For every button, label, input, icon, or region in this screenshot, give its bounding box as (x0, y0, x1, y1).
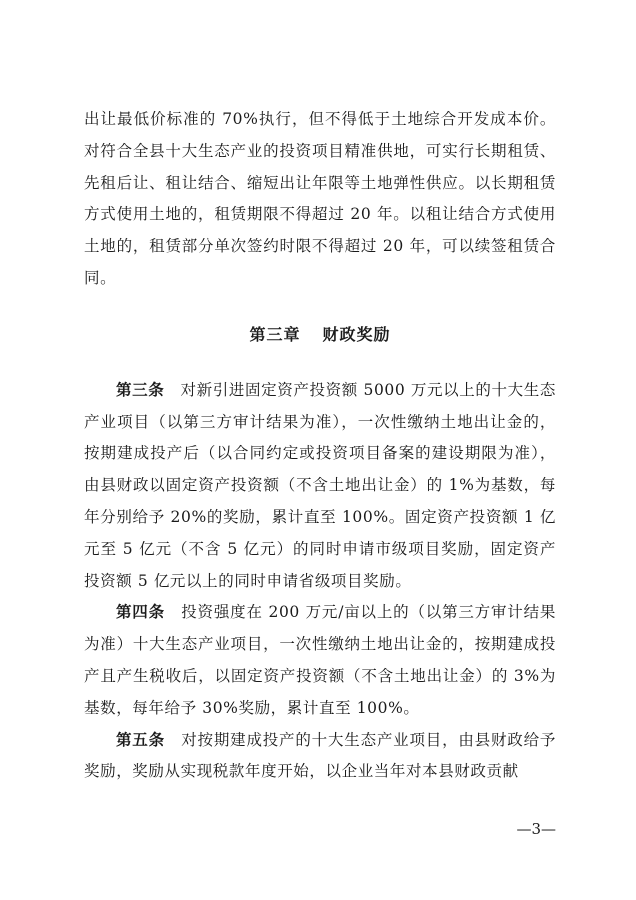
article-label: 第五条 (116, 730, 165, 749)
article-3 (84, 375, 556, 598)
article-text: 投资强度在 200 万元/亩以上的（以第三方审计结果为准）十大生态产业项目，一次性缴纳土地出让金的，按期建成投产且产生税收后，以固定资产投资额（不含土地出让金）的 3%为基数，每年给予 30%奖励，累计直至 100%。 (84, 603, 556, 717)
chapter-title: 财政奖励 (322, 324, 391, 344)
chapter-heading (84, 319, 556, 351)
article-5 (84, 725, 556, 789)
document-body (84, 104, 556, 788)
article-4 (84, 597, 556, 724)
article-label: 第三条 (116, 380, 165, 399)
article-label: 第四条 (116, 603, 165, 622)
article-text: 对按期建成投产的十大生态产业项目，由县财政给予奖励，奖励从实现税款年度开始，以企业当年对本县财政贡献 (84, 730, 556, 781)
chapter-number: 第三章 (249, 324, 301, 344)
article-text: 对新引进固定资产投资额 5000 万元以上的十大生态产业项目（以第三方审计结果为准），一次性缴纳土地出让金的，按期建成投产后（以合同约定或投资项目备案的建设期限为准），由县财政以固定资产投资额（不含土地出让金）的 1%为基数，每年分别给予 20%的奖励，累计直至 100%。固定资产投资额 1 亿元至 5 亿元（不含 5 亿元）的同时申请市级项目奖励，固定资产投资额 5 亿元以上的同时申请省级项目奖励。 (84, 380, 556, 590)
page-number: —3— (516, 820, 556, 838)
paragraph-continued: 出让最低价标准的 70%执行，但不得低于土地综合开发成本价。对符合全县十大生态产业的投资项目精准供地，可实行长期租赁、先租后让、租让结合、缩短出让年限等土地弹性供应。以长期租赁方式使用土地的，租赁期限不得超过 20 年。以租让结合方式使用土地的，租赁部分单次签约时限不得超过 20 年，可以续签租赁合同。 (84, 110, 556, 287)
